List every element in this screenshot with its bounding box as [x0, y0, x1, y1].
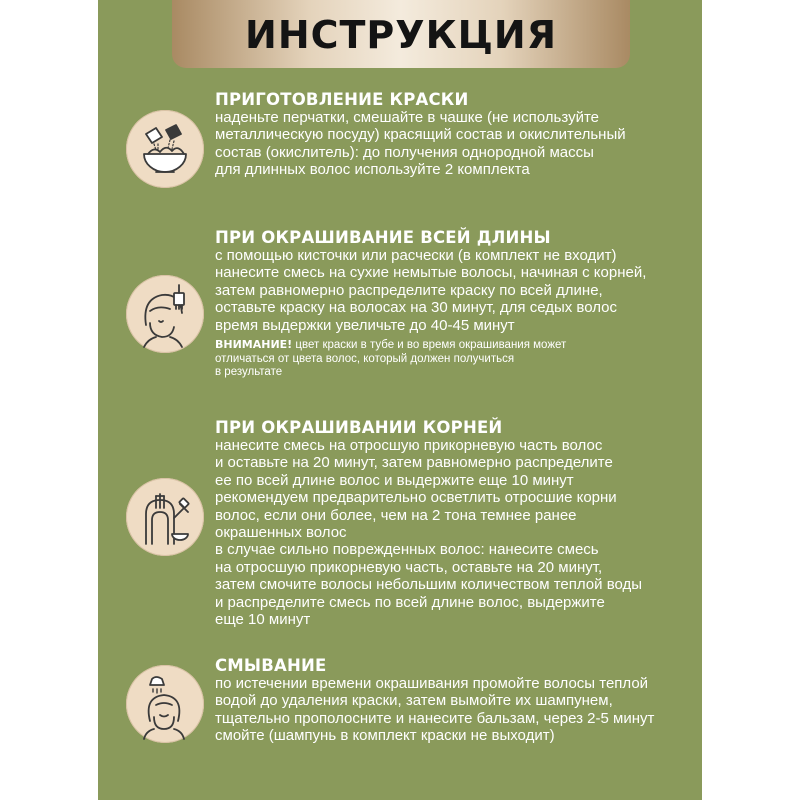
- warning-label: ВНИМАНИЕ!: [215, 338, 293, 352]
- note-line: в результате: [215, 366, 283, 379]
- body-line: металлическую посуду) красящий состав и окислительный: [215, 126, 626, 144]
- hair-brush-icon: [126, 275, 204, 353]
- body-line: ее по всей длине волос и выдержите еще 10 минут: [215, 471, 574, 489]
- body-line: на отросшую прикорневую часть, оставьте на 20 минут,: [215, 558, 603, 576]
- body-line: окрашенных волос: [215, 524, 347, 542]
- body-line: волос, если они более, чем на 2 тона темнее ранее: [215, 506, 577, 524]
- note-line: [215, 338, 695, 353]
- body-line: наденьте перчатки, смешайте в чашке (не используйте: [215, 109, 600, 126]
- section-heading: СМЫВАНИЕ: [215, 656, 327, 675]
- warning-note: [215, 338, 695, 380]
- shower-icon: [126, 665, 204, 743]
- body-line: рекомендуем предварительно осветлить отросшие корни: [215, 489, 617, 507]
- body-line: нанесите смесь на отросшую прикорневую часть волос: [215, 437, 603, 454]
- body-line: оставьте краску на волосах на 30 минут, для седых волос: [215, 299, 617, 317]
- section-heading: ПРИ ОКРАШИВАНИИ КОРНЕЙ: [215, 418, 503, 437]
- body-line: нанесите смесь на сухие немытые волосы, начиная с корней,: [215, 264, 647, 282]
- body-line: состав (окислитель): до получения однородной массы: [215, 143, 594, 161]
- powder-bowl-icon: [126, 110, 204, 188]
- body-line: с помощью кисточки или расчески (в комплект не входит): [215, 247, 617, 264]
- body-line: и оставьте на 20 минут, затем равномерно распределите: [215, 454, 613, 472]
- hair-roots-icon: [126, 478, 204, 556]
- section-heading: ПРИГОТОВЛЕНИЕ КРАСКИ: [215, 90, 469, 109]
- section-full-length: [215, 228, 695, 380]
- body-line: тщательно прополосните и нанесите бальзам, через 2-5 минут: [215, 709, 655, 727]
- section-roots: [215, 418, 695, 628]
- body-line: водой до удаления краски, затем вымойте их шампунем,: [215, 692, 613, 710]
- section-heading: ПРИ ОКРАШИВАНИЕ ВСЕЙ ДЛИНЫ: [215, 228, 551, 247]
- section-preparation: [215, 90, 695, 179]
- section-rinse: [215, 656, 695, 745]
- body-line: смойте (шампунь в комплект краски не выходит): [215, 727, 555, 745]
- body-line: затем смочите волосы небольшим количеством теплой воды: [215, 576, 643, 594]
- page-title: ИНСТРУКЦИЯ: [245, 13, 557, 57]
- body-line: по истечении времени окрашивания промойте волосы теплой: [215, 675, 649, 692]
- body-line: для длинных волос используйте 2 комплекта: [215, 161, 530, 179]
- title-banner: [172, 0, 630, 68]
- body-line: еще 10 минут: [215, 611, 311, 629]
- note-line: отличаться от цвета волос, который должен получиться: [215, 352, 515, 365]
- body-line: и распределите смесь по всей длине волос, выдержите: [215, 593, 605, 611]
- body-line: в случае сильно поврежденных волос: нанесите смесь: [215, 541, 599, 559]
- body-line: затем равномерно распределите краску по всей длине,: [215, 281, 603, 299]
- body-line: время выдержки увеличьте до 40-45 минут: [215, 316, 515, 334]
- note-text: цвет краски в тубе и во время окрашивания может: [292, 339, 567, 352]
